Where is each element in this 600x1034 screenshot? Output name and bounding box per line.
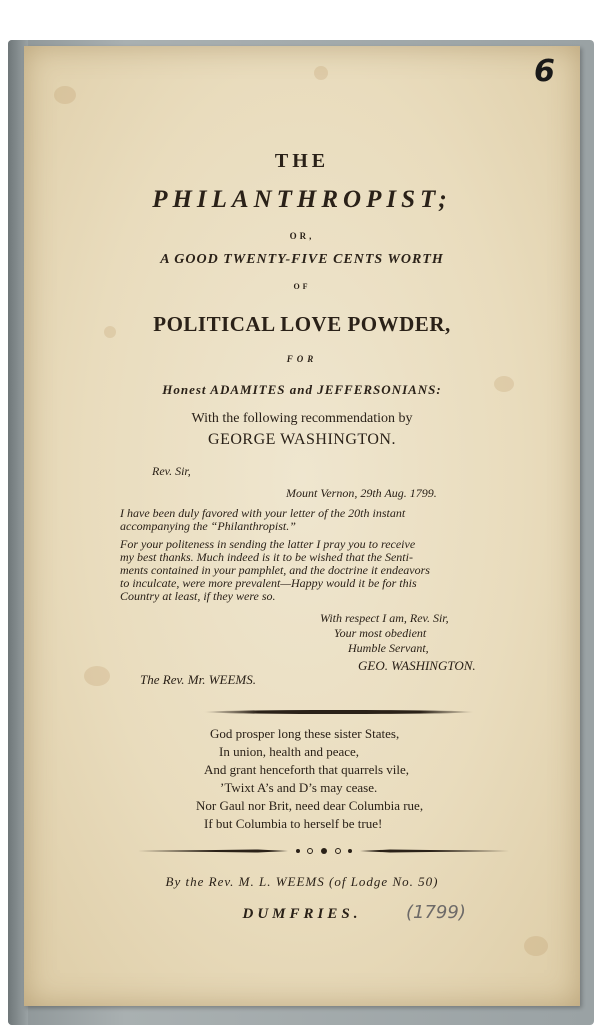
ornamental-divider bbox=[138, 846, 510, 856]
letter-closing: With respect I am, Rev. Sir, bbox=[320, 611, 449, 625]
recommendation-line: With the following recommendation by bbox=[191, 411, 413, 426]
title-page bbox=[24, 46, 580, 1006]
letter-line: my best thanks. Much indeed is it to be wished that the Senti- bbox=[120, 550, 413, 564]
letter-salutation: Rev. Sir, bbox=[152, 464, 191, 478]
verse-line: Nor Gaul nor Brit, need dear Columbia rue, bbox=[196, 798, 424, 813]
title-main: PHILANTHROPIST; bbox=[152, 186, 452, 213]
title-subtitle: A GOOD TWENTY-FIVE CENTS WORTH bbox=[160, 252, 444, 267]
verse-line: ’Twixt A’s and D’s may cease. bbox=[220, 780, 378, 795]
foxing-spot bbox=[54, 86, 76, 104]
letter-closing: Your most obedient bbox=[334, 626, 427, 640]
letter-line: ments contained in your pamphlet, and the doctrine it endeavors bbox=[120, 563, 430, 577]
verse-line: God prosper long these sister States, bbox=[210, 726, 400, 741]
title-audience: Honest ADAMITES and JEFFERSONIANS: bbox=[162, 382, 442, 397]
verse-line: And grant henceforth that quarrels vile, bbox=[204, 762, 410, 777]
imprint-place: DUMFRIES. bbox=[242, 906, 362, 922]
foxing-spot bbox=[314, 66, 328, 80]
letter-line: For your politeness in sending the latter I pray you to receive bbox=[120, 537, 416, 551]
title-powder: POLITICAL LOVE POWDER, bbox=[153, 312, 451, 336]
recommender-name: GEORGE WASHINGTON. bbox=[208, 431, 396, 448]
title-of: OF bbox=[293, 282, 311, 291]
letter-line: accompanying the “Philanthropist.” bbox=[120, 519, 296, 533]
letter-addressee: The Rev. Mr. WEEMS. bbox=[140, 672, 257, 687]
foxing-spot bbox=[84, 666, 110, 686]
letter-signature: GEO. WASHINGTON. bbox=[358, 658, 476, 673]
letter-line: I have been duly favored with your letter of the 20th instant bbox=[120, 506, 406, 520]
letter-closing: Humble Servant, bbox=[348, 641, 429, 655]
verse-line: In union, health and peace, bbox=[219, 744, 360, 759]
title-or: OR, bbox=[289, 231, 315, 241]
manuscript-number: 6 bbox=[534, 54, 555, 89]
verse-line: If but Columbia to herself be true! bbox=[204, 816, 383, 831]
ornamental-rule bbox=[204, 710, 474, 714]
title-the: THE bbox=[274, 150, 330, 172]
letter-line: Country at least, if they were so. bbox=[120, 589, 276, 603]
letter-dateline: Mount Vernon, 29th Aug. 1799. bbox=[286, 486, 437, 500]
letter-line: to inculcate, were more prevalent—Happy would it be for this bbox=[120, 576, 417, 590]
foxing-spot bbox=[524, 936, 548, 956]
pencil-note: (1799) bbox=[406, 902, 466, 923]
imprint-author: By the Rev. M. L. WEEMS (of Lodge No. 50) bbox=[165, 874, 439, 889]
title-for: FOR bbox=[286, 354, 318, 364]
